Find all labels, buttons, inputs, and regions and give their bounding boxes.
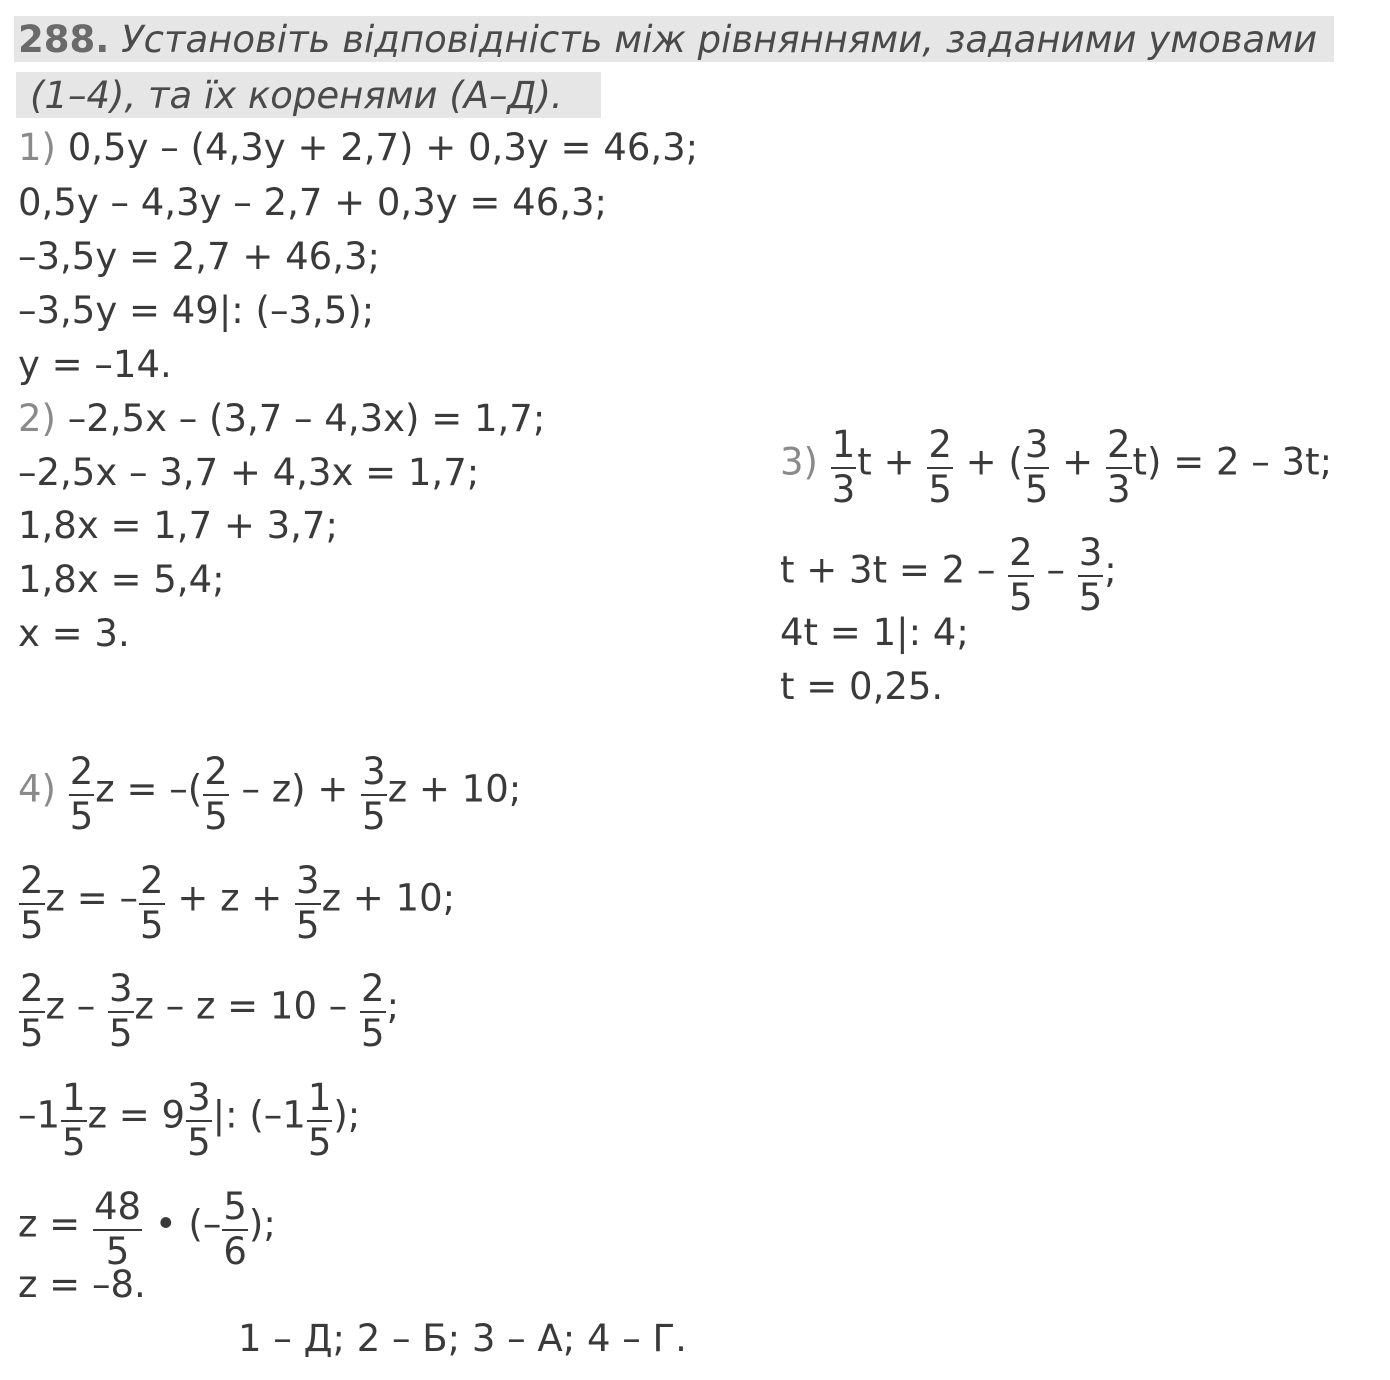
task-title-line-2: (1–4), та їх коренями (А–Д).: [30, 74, 563, 117]
final-answer: 1 – Д; 2 – Б; 3 – А; 4 – Г.: [238, 1317, 687, 1360]
eq2-label: 2): [18, 397, 56, 440]
fraction: $\frac{3}{5}$: [187, 1076, 211, 1164]
fraction: $\frac{3}{5}$: [1024, 423, 1049, 511]
fraction: $\frac{3}{5}$: [296, 859, 320, 947]
task-number: 288.: [18, 18, 110, 61]
eq3-line-3: 4t = 1|: 4;: [780, 611, 969, 654]
fraction: $\frac{3}{5}$: [109, 967, 133, 1055]
eq3-label: 3): [780, 440, 818, 484]
eq4-line-4: –1 $\frac{1}{5}$ z = 9 $\frac{3}{5}$ |: (–1 $\frac{1}{5}$ );: [18, 1076, 361, 1164]
eq2-line-2: –2,5x – 3,7 + 4,3x = 1,7;: [18, 451, 480, 494]
fraction: $\frac{5}{6}$: [223, 1185, 247, 1273]
eq1-line-5: y = –14.: [18, 343, 172, 386]
eq2-line-4: 1,8x = 5,4;: [18, 558, 225, 601]
eq4-line-2: $\frac{2}{5}$ z = – $\frac{2}{5}$ + z + $\frac{3}{5}$ z + 10;: [20, 859, 456, 947]
fraction: $\frac{2}{5}$: [361, 967, 385, 1055]
eq4-line-3: $\frac{2}{5}$ z – $\frac{3}{5}$ z – z = 10 – $\frac{2}{5}$ ;: [20, 967, 400, 1055]
eq4-line-6: z = –8.: [18, 1263, 146, 1306]
eq1-line-4: –3,5y = 49|: (–3,5);: [18, 289, 375, 332]
eq1-line-1: 1) 0,5y – (4,3y + 2,7) + 0,3y = 46,3;: [18, 126, 699, 169]
fraction: $\frac{2}{5}$: [69, 750, 94, 838]
fraction: $\frac{2}{5}$: [20, 859, 44, 947]
fraction: $\frac{2}{5}$: [928, 423, 952, 511]
fraction: $\frac{2}{5}$: [1009, 531, 1033, 619]
fraction: $\frac{2}{5}$: [140, 859, 164, 947]
fraction: $\frac{1}{5}$: [307, 1076, 332, 1164]
fraction: $\frac{1}{5}$: [62, 1076, 86, 1164]
eq3-line-1: 3) $\frac{1}{3}$ t + $\frac{2}{5}$ + ( $\frac{3}{5}$ + $\frac{2}{3}$ t) = 2 – 3t;: [780, 423, 1333, 511]
eq2-line-3: 1,8x = 1,7 + 3,7;: [18, 504, 338, 547]
fraction: $\frac{2}{3}$: [1106, 423, 1131, 511]
eq1-line-3: –3,5y = 2,7 + 46,3;: [18, 235, 380, 278]
eq4-label: 4): [18, 767, 56, 811]
eq3-line-2: t + 3t = 2 – $\frac{2}{5}$ – $\frac{3}{5}$ ;: [780, 531, 1117, 619]
fraction: $\frac{2}{5}$: [204, 750, 228, 838]
fraction: $\frac{1}{3}$: [831, 423, 856, 511]
fraction: $\frac{3}{5}$: [362, 750, 386, 838]
eq4-line-5: z = $\frac{48}{5}$ • (– $\frac{5}{6}$ );: [18, 1185, 276, 1273]
task-title-text: Установіть відповідність між рівняннями, заданими умовами: [121, 18, 1318, 61]
eq2-line-1: 2) –2,5x – (3,7 – 4,3x) = 1,7;: [18, 397, 546, 440]
eq1-line-2: 0,5y – 4,3y – 2,7 + 0,3y = 46,3;: [18, 181, 608, 224]
fraction: $\frac{3}{5}$: [1078, 531, 1103, 619]
eq4-line-1: 4) $\frac{2}{5}$ z = –( $\frac{2}{5}$ – z) + $\frac{3}{5}$ z + 10;: [18, 750, 522, 838]
eq2-line-5: x = 3.: [18, 612, 130, 655]
fraction: $\frac{2}{5}$: [20, 967, 44, 1055]
task-title-line-1: [18, 17, 1317, 63]
eq3-line-4: t = 0,25.: [780, 665, 944, 708]
fraction: $\frac{48}{5}$: [93, 1185, 142, 1273]
eq1-label: 1): [18, 126, 56, 169]
